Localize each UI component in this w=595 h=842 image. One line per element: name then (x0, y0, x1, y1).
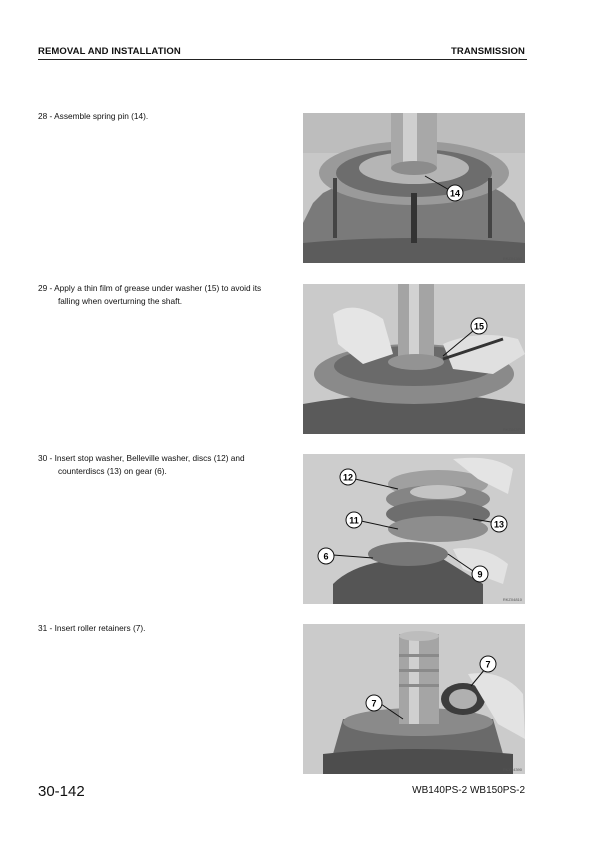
step-29-line2: falling when overturning the shaft. (58, 295, 183, 306)
callout-12: 12 (342, 472, 354, 483)
callout-13: 13 (493, 519, 505, 530)
step-31-photo-code: RKZ04390 (502, 767, 522, 772)
step-30-line1: 30 - Insert stop washer, Belleville washer, discs (12) and (38, 453, 245, 463)
step-30-photo-drawing (303, 454, 525, 604)
callout-9: 9 (477, 569, 483, 580)
callout-14: 14 (449, 188, 461, 199)
callout-6: 6 (323, 551, 329, 562)
step-29-photo-code: RKZ04370 (502, 427, 522, 432)
step-29-line1: 29 - Apply a thin film of grease under washer (15) to avoid its (38, 283, 262, 293)
step-30-photo-code: RKZ04810 (502, 597, 522, 602)
step-29-text (38, 282, 288, 307)
step-28-photo-code: RKZ04380 (502, 256, 522, 261)
step-31-line1: 31 - Insert roller retainers (7). (38, 623, 146, 633)
section-title: REMOVAL AND INSTALLATION (38, 46, 181, 57)
step-31-photo-drawing (303, 624, 525, 774)
step-29-photo-drawing (303, 284, 525, 434)
callout-11: 11 (349, 515, 359, 526)
step-28-photo-drawing (303, 113, 525, 263)
step-28-text (38, 110, 288, 123)
step-31-photo (303, 624, 525, 774)
step-28-line1: 28 - Assemble spring pin (14). (38, 111, 149, 121)
step-29-photo (303, 284, 525, 434)
step-30-photo (303, 454, 525, 604)
step-31-text (38, 622, 288, 635)
model-numbers: WB140PS-2 WB150PS-2 (412, 785, 525, 796)
chapter-title: TRANSMISSION (450, 46, 525, 57)
step-30-text (38, 452, 288, 477)
callout-7a: 7 (485, 659, 491, 670)
callout-15: 15 (473, 321, 485, 332)
callout-7b: 7 (371, 698, 377, 709)
step-28-photo (303, 113, 525, 263)
step-30-line2: counterdiscs (13) on gear (6). (58, 465, 167, 476)
header-rule (38, 59, 527, 60)
page-number: 30-142 (38, 783, 85, 800)
